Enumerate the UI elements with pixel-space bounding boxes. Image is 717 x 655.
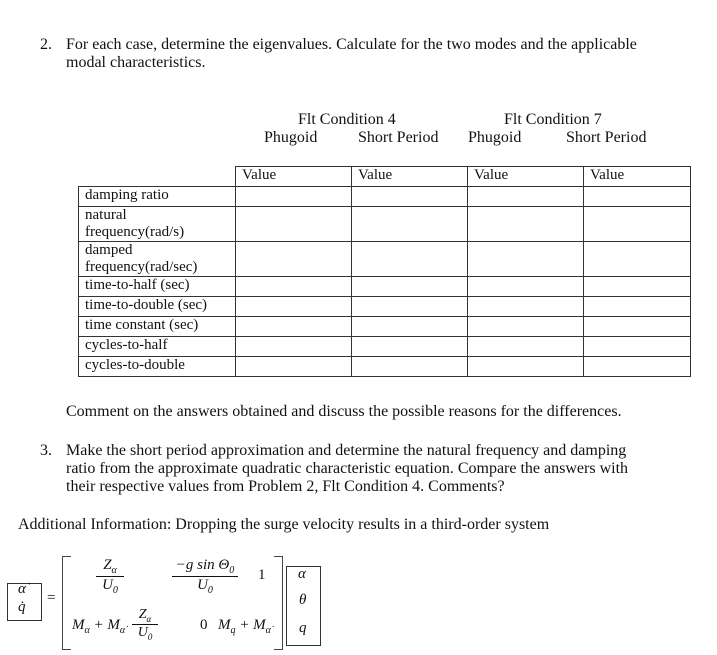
m22: 0	[200, 617, 208, 633]
value-header-4: Value	[584, 167, 691, 187]
value-header-1: Value	[236, 167, 352, 187]
m13: 1	[258, 567, 266, 583]
row-label-damping-ratio: damping ratio	[79, 187, 236, 207]
value-cell[interactable]	[352, 297, 468, 317]
matrix-bracket-right	[274, 556, 283, 650]
table-row	[79, 337, 691, 357]
value-cell[interactable]	[584, 317, 691, 337]
value-cell[interactable]	[352, 242, 468, 277]
value-cell[interactable]	[584, 277, 691, 297]
value-cell[interactable]	[584, 187, 691, 207]
value-cell[interactable]	[352, 337, 468, 357]
table-row	[79, 297, 691, 317]
value-cell[interactable]	[468, 337, 584, 357]
lhs-q-dot: q̇	[18, 599, 26, 615]
table-row	[79, 187, 691, 207]
state-alpha: α	[298, 566, 306, 582]
m11-fraction: $\frac{Z_\alpha}{U_0}$	[96, 557, 124, 596]
value-cell[interactable]	[468, 242, 584, 277]
value-cell[interactable]	[352, 207, 468, 242]
m21-fraction: $\frac{Z_\alpha}{U_0}$	[132, 607, 158, 642]
value-cell[interactable]	[468, 277, 584, 297]
table-row	[79, 207, 691, 242]
value-cell[interactable]	[468, 357, 584, 377]
m23-terms: $M_q + M_{\alphȧ}$	[218, 617, 271, 636]
cond7-header: Flt Condition 7	[504, 111, 602, 128]
row-label-damped-frequency: damped frequency(rad/sec)	[79, 242, 236, 277]
mode-phugoid-7: Phugoid	[468, 129, 522, 146]
m12-fraction: $\frac{-g \sin \Theta_0}{U_0}$	[172, 557, 238, 596]
m21-terms: $M_\alpha + M_{\alphȧ}$	[72, 617, 126, 636]
q2-line2: modal characteristics.	[66, 54, 206, 71]
q3-line1: Make the short period approximation and determine the natural frequency and damping	[66, 442, 627, 459]
value-cell[interactable]	[236, 242, 352, 277]
value-cell[interactable]	[236, 207, 352, 242]
value-cell[interactable]	[468, 207, 584, 242]
value-cell[interactable]	[236, 337, 352, 357]
value-cell[interactable]	[584, 297, 691, 317]
row-label-natural-frequency: natural frequency(rad/s)	[79, 207, 236, 242]
value-cell[interactable]	[468, 297, 584, 317]
value-cell[interactable]	[352, 277, 468, 297]
value-cell[interactable]	[468, 187, 584, 207]
state-q: q	[299, 620, 307, 636]
q3-line2: ratio from the approximate quadratic characteristic equation. Compare the answers with	[66, 460, 629, 477]
value-header-2: Value	[352, 167, 468, 187]
row-label-time-constant: time constant (sec)	[79, 317, 236, 337]
row-label-time-to-double: time-to-double (sec)	[79, 297, 236, 317]
comment-text: Comment on the answers obtained and discuss the possible reasons for the differences.	[66, 403, 622, 420]
table-row	[79, 277, 691, 297]
value-cell[interactable]	[352, 317, 468, 337]
state-theta: θ	[299, 592, 307, 608]
cond4-header: Flt Condition 4	[298, 111, 396, 128]
mode-short-period-4: Short Period	[358, 129, 439, 146]
value-cell[interactable]	[236, 317, 352, 337]
table-header-row	[79, 167, 691, 187]
value-cell[interactable]	[584, 357, 691, 377]
table-row	[79, 317, 691, 337]
value-cell[interactable]	[352, 357, 468, 377]
value-cell[interactable]	[236, 297, 352, 317]
matrix-bracket-left	[62, 556, 71, 650]
q2-number: 2.	[40, 36, 52, 53]
modal-characteristics-table	[78, 166, 691, 377]
value-cell[interactable]	[236, 277, 352, 297]
value-cell[interactable]	[352, 187, 468, 207]
q3-line3: their respective values from Problem 2, Flt Condition 4. Comments?	[66, 478, 505, 495]
value-cell[interactable]	[236, 187, 352, 207]
value-cell[interactable]	[468, 317, 584, 337]
q3-number: 3.	[40, 442, 52, 459]
row-label-cycles-to-double: cycles-to-double	[79, 357, 236, 377]
row-label-cycles-to-half: cycles-to-half	[79, 337, 236, 357]
table-row	[79, 357, 691, 377]
equals-sign: =	[47, 590, 56, 606]
value-cell[interactable]	[584, 207, 691, 242]
mode-phugoid-4: Phugoid	[264, 129, 318, 146]
value-cell[interactable]	[584, 337, 691, 357]
mode-short-period-7: Short Period	[566, 129, 647, 146]
value-cell[interactable]	[584, 242, 691, 277]
row-label-time-to-half: time-to-half (sec)	[79, 277, 236, 297]
q2-line1: For each case, determine the eigenvalues. Calculate for the two modes and the applicable	[66, 36, 637, 53]
value-header-3: Value	[468, 167, 584, 187]
table-row	[79, 242, 691, 277]
additional-info: Additional Information: Dropping the surge velocity results in a third-order system	[18, 516, 550, 533]
lhs-alpha-dot: α̇	[18, 581, 26, 597]
value-cell[interactable]	[236, 357, 352, 377]
